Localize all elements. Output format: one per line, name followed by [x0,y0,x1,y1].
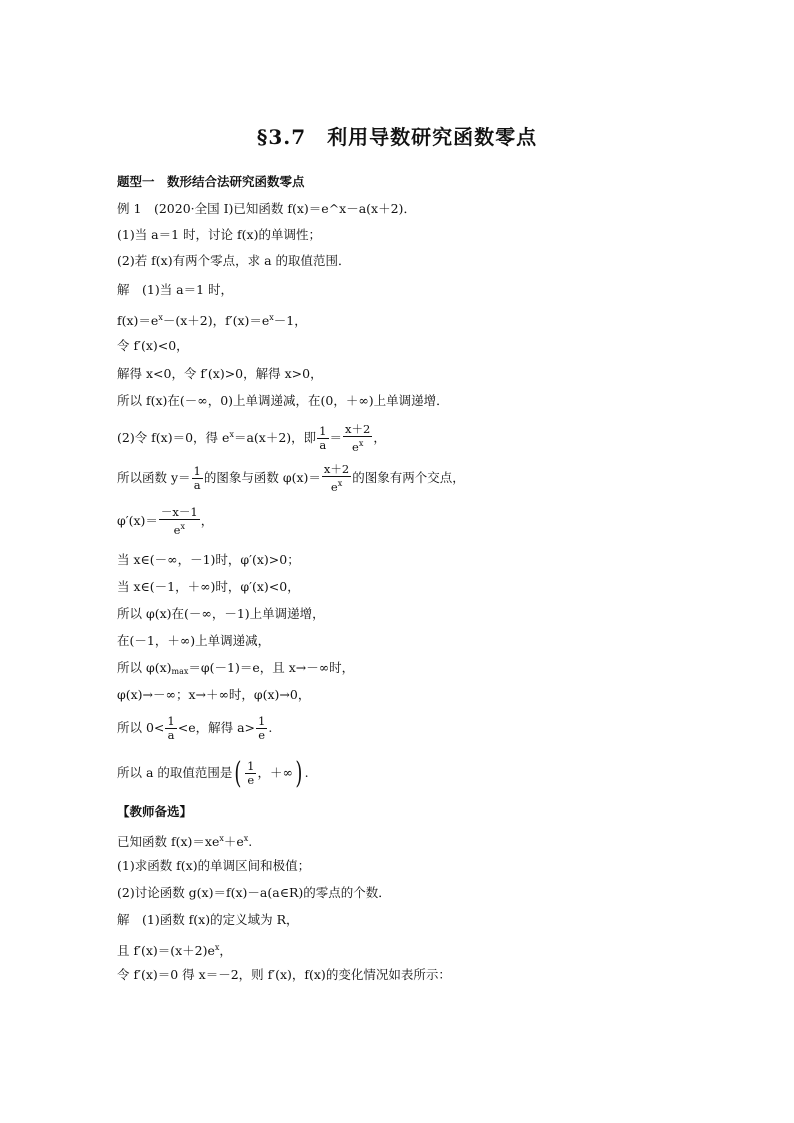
solution-line-2: $f(x)=e^x-(x+2)$，$f'(x)=e^x-1$， [117,313,307,328]
teacher-line-5: 且 $f'(x)=(x+2)e^x$， [117,943,232,958]
teacher-line-3: (2)讨论函数 g(x)＝f(x)－a(a∈R)的零点的个数． [117,885,391,900]
fraction: $\frac{1}{a}$ [167,714,175,742]
solution-line-4: 解得 x<0，令 f′(x)>0，解得 x>0， [117,366,323,381]
solution-line-13: 所以 $\varphi(x)_{max}=\varphi(-1)=e$，且 x→－∞时， [117,660,355,676]
fraction: $\frac{x+2}{e^x}$ [345,422,371,454]
example-source: (2020·全国 Ⅰ) [153,201,234,216]
solution-line-5: 所以 f(x)在(－∞，0)上单调递减，在(0，＋∞)上单调递增． [117,393,449,408]
solution-line-6: (2)令 f(x)＝0，得 $e^x=a(x+2)$，即 $\frac{1}{a}$ ＝ $\frac{x+2}{e^x}$ ， [117,422,386,454]
fraction: $\frac{x+2}{e^x}$ [323,462,350,494]
fraction: $\frac{1}{a}$ [319,424,327,452]
fraction: $\frac{1}{a}$ [193,464,201,492]
solution-line-12: 在(－1，＋∞)上单调递减， [117,633,271,648]
teacher-line-1: 已知函数 $f(x)=xe^x+e^x$. [117,834,253,849]
solution-line-10: 当 x∈(－1，＋∞)时，φ′(x)<0， [117,579,300,594]
section-heading: 题型一 数形结合法研究函数零点 [117,174,305,189]
question-2: (2)若 f(x)有两个零点，求 a 的取值范围． [117,253,351,268]
solution-line-16: 所以 a 的取值范围是( $\frac{1}{e}$ ，＋∞) . [117,755,309,791]
right-paren: ) [295,755,303,791]
solution-line-7: 所以函数 y＝ $\frac{1}{a}$ 的图象与函数 φ(x)＝ $\frac{x+2}{e^x}$ 的图象有两个交点， [117,462,465,494]
example-statement [117,201,717,217]
teacher-heading: 【教师备选】 [117,804,193,819]
fraction: $\frac{1}{e}$ [258,714,266,742]
solution-line-1: 解 (1)当 a＝1 时， [117,282,234,297]
solution-line-8: φ′(x)＝ $\frac{-x-1}{e^x}$ ， [117,505,214,537]
fraction: $\frac{-x-1}{e^x}$ [160,505,198,537]
solution-line-11: 所以 φ(x)在(－∞，－1)上单调递增， [117,606,325,621]
question-1: (1)当 a＝1 时，讨论 f(x)的单调性； [117,227,321,242]
solution-line-15: 所以 0< $\frac{1}{a}$ <e，解得 a> $\frac{1}{e}$ . [117,714,273,742]
solution-line-14: φ(x)→－∞；x→＋∞时，φ(x)→0， [117,687,311,702]
example-label: 例 1 [117,201,142,216]
fraction: $\frac{1}{e}$ [247,759,255,787]
page-title: §3.7 利用导数研究函数零点 [256,125,538,149]
teacher-line-2: (1)求函数 f(x)的单调区间和极值； [117,858,311,873]
example-text: 已知函数 f(x)＝e^x－a(x＋2)． [233,201,416,216]
left-paren: ( [234,755,242,791]
solution-line-3: 令 f′(x)<0， [117,338,189,353]
teacher-line-4: 解 (1)函数 f(x)的定义域为 R， [117,912,299,927]
solution-line-9: 当 x∈(－∞，－1)时，φ′(x)>0； [117,552,300,567]
teacher-line-6: 令 f′(x)＝0 得 x＝－2，则 f′(x)，f(x)的变化情况如表所示： [117,967,451,982]
